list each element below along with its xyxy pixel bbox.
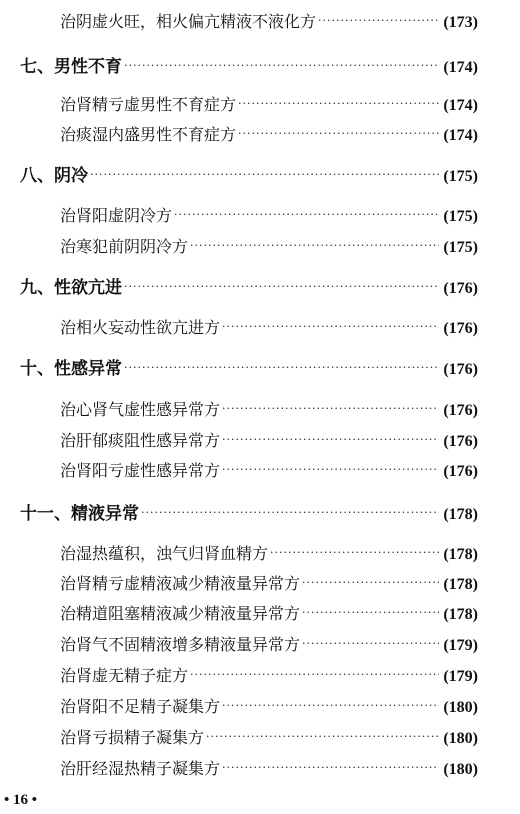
- page-number: (174): [443, 59, 478, 76]
- toc-entry: [60, 10, 478, 34]
- entry-title: 治肾阳不足精子凝集方: [60, 697, 221, 716]
- dot-leader: [222, 397, 439, 421]
- dot-leader: [222, 428, 439, 452]
- toc-entry: [60, 123, 478, 147]
- entry-title: 治肾阳虚阴冷方: [60, 206, 173, 225]
- entry-title: 治相火妄动性欲亢进方: [60, 318, 221, 337]
- toc-entry: [60, 726, 478, 750]
- section-title: 八、阴冷: [20, 166, 88, 186]
- toc-entry: [60, 542, 478, 566]
- dot-leader: [302, 571, 439, 595]
- toc-entry: [60, 602, 478, 626]
- page-number: (179): [443, 668, 478, 685]
- entry-title: 治寒犯前阴阴冷方: [60, 237, 189, 256]
- entry-title: 治心肾气虚性感异常方: [60, 400, 221, 419]
- page-number: (175): [443, 239, 478, 256]
- toc-entry: [60, 633, 478, 657]
- entry-title: 治肝郁痰阻性感异常方: [60, 431, 221, 450]
- entry-title: 治精道阻塞精液减少精液量异常方: [60, 604, 301, 623]
- dot-leader: [206, 725, 439, 749]
- dot-leader: [270, 541, 439, 565]
- page-number: (176): [443, 433, 478, 450]
- page-number: (176): [443, 463, 478, 480]
- page-number: (176): [443, 402, 478, 419]
- page-number: (173): [443, 14, 478, 31]
- toc-entry: [60, 459, 478, 483]
- toc-entry: [60, 572, 478, 596]
- toc-entry: [60, 93, 478, 117]
- page-number: (178): [443, 506, 478, 523]
- section-title: 七、男性不育: [20, 57, 122, 77]
- toc-entry: [60, 429, 478, 453]
- toc-section-heading: [20, 55, 478, 79]
- entry-title: 治肾精亏虚精液减少精液量异常方: [60, 574, 301, 593]
- toc-entry: [60, 757, 478, 781]
- entry-title: 治阴虚火旺，相火偏亢精液不液化方: [60, 12, 317, 31]
- dot-leader: [302, 601, 439, 625]
- entry-title: 治肝经湿热精子凝集方: [60, 759, 221, 778]
- entry-title: 治肾精亏虚男性不育症方: [60, 95, 237, 114]
- page-number: (175): [443, 168, 478, 185]
- toc-entry: [60, 398, 478, 422]
- page-number: (174): [443, 97, 478, 114]
- dot-leader: [222, 756, 439, 780]
- page-number: (176): [443, 320, 478, 337]
- dot-leader: [238, 92, 439, 116]
- page-number: (180): [443, 761, 478, 778]
- dot-leader: [238, 122, 439, 146]
- dot-leader: [141, 501, 439, 525]
- dot-leader: [318, 9, 439, 33]
- toc-entry: [60, 664, 478, 688]
- toc-entry: [60, 235, 478, 259]
- dot-leader: [222, 694, 439, 718]
- toc-section-heading: [20, 164, 478, 188]
- toc-section-heading: [20, 502, 478, 526]
- page-number: (180): [443, 730, 478, 747]
- entry-title: 治痰湿内盛男性不育症方: [60, 125, 237, 144]
- page-folio: • 16 •: [4, 792, 38, 808]
- dot-leader: [124, 275, 439, 299]
- page-number: (178): [443, 546, 478, 563]
- dot-leader: [124, 54, 439, 78]
- page-number: (180): [443, 699, 478, 716]
- dot-leader: [222, 458, 439, 482]
- page-number: (175): [443, 208, 478, 225]
- entry-title: 治肾亏损精子凝集方: [60, 728, 205, 747]
- dot-leader: [302, 632, 439, 656]
- dot-leader: [222, 315, 439, 339]
- page-number: (174): [443, 127, 478, 144]
- entry-title: 治肾阳亏虚性感异常方: [60, 461, 221, 480]
- toc-entry: [60, 204, 478, 228]
- page-number: (176): [443, 280, 478, 297]
- page-number: (179): [443, 637, 478, 654]
- entry-title: 治肾气不固精液增多精液量异常方: [60, 635, 301, 654]
- page-number: (178): [443, 606, 478, 623]
- section-title: 十、性感异常: [20, 359, 122, 379]
- toc-entry: [60, 695, 478, 719]
- toc-entry: [60, 316, 478, 340]
- page-number: (176): [443, 361, 478, 378]
- dot-leader: [174, 203, 439, 227]
- toc-section-heading: [20, 276, 478, 300]
- page-number: (178): [443, 576, 478, 593]
- entry-title: 治湿热蕴积，浊气归肾血精方: [60, 544, 269, 563]
- toc-section-heading: [20, 357, 478, 381]
- dot-leader: [190, 663, 439, 687]
- dot-leader: [124, 356, 439, 380]
- dot-leader: [190, 234, 439, 258]
- section-title: 九、性欲亢进: [20, 278, 122, 298]
- entry-title: 治肾虚无精子症方: [60, 666, 189, 685]
- section-title: 十一、精液异常: [20, 504, 139, 524]
- dot-leader: [90, 163, 439, 187]
